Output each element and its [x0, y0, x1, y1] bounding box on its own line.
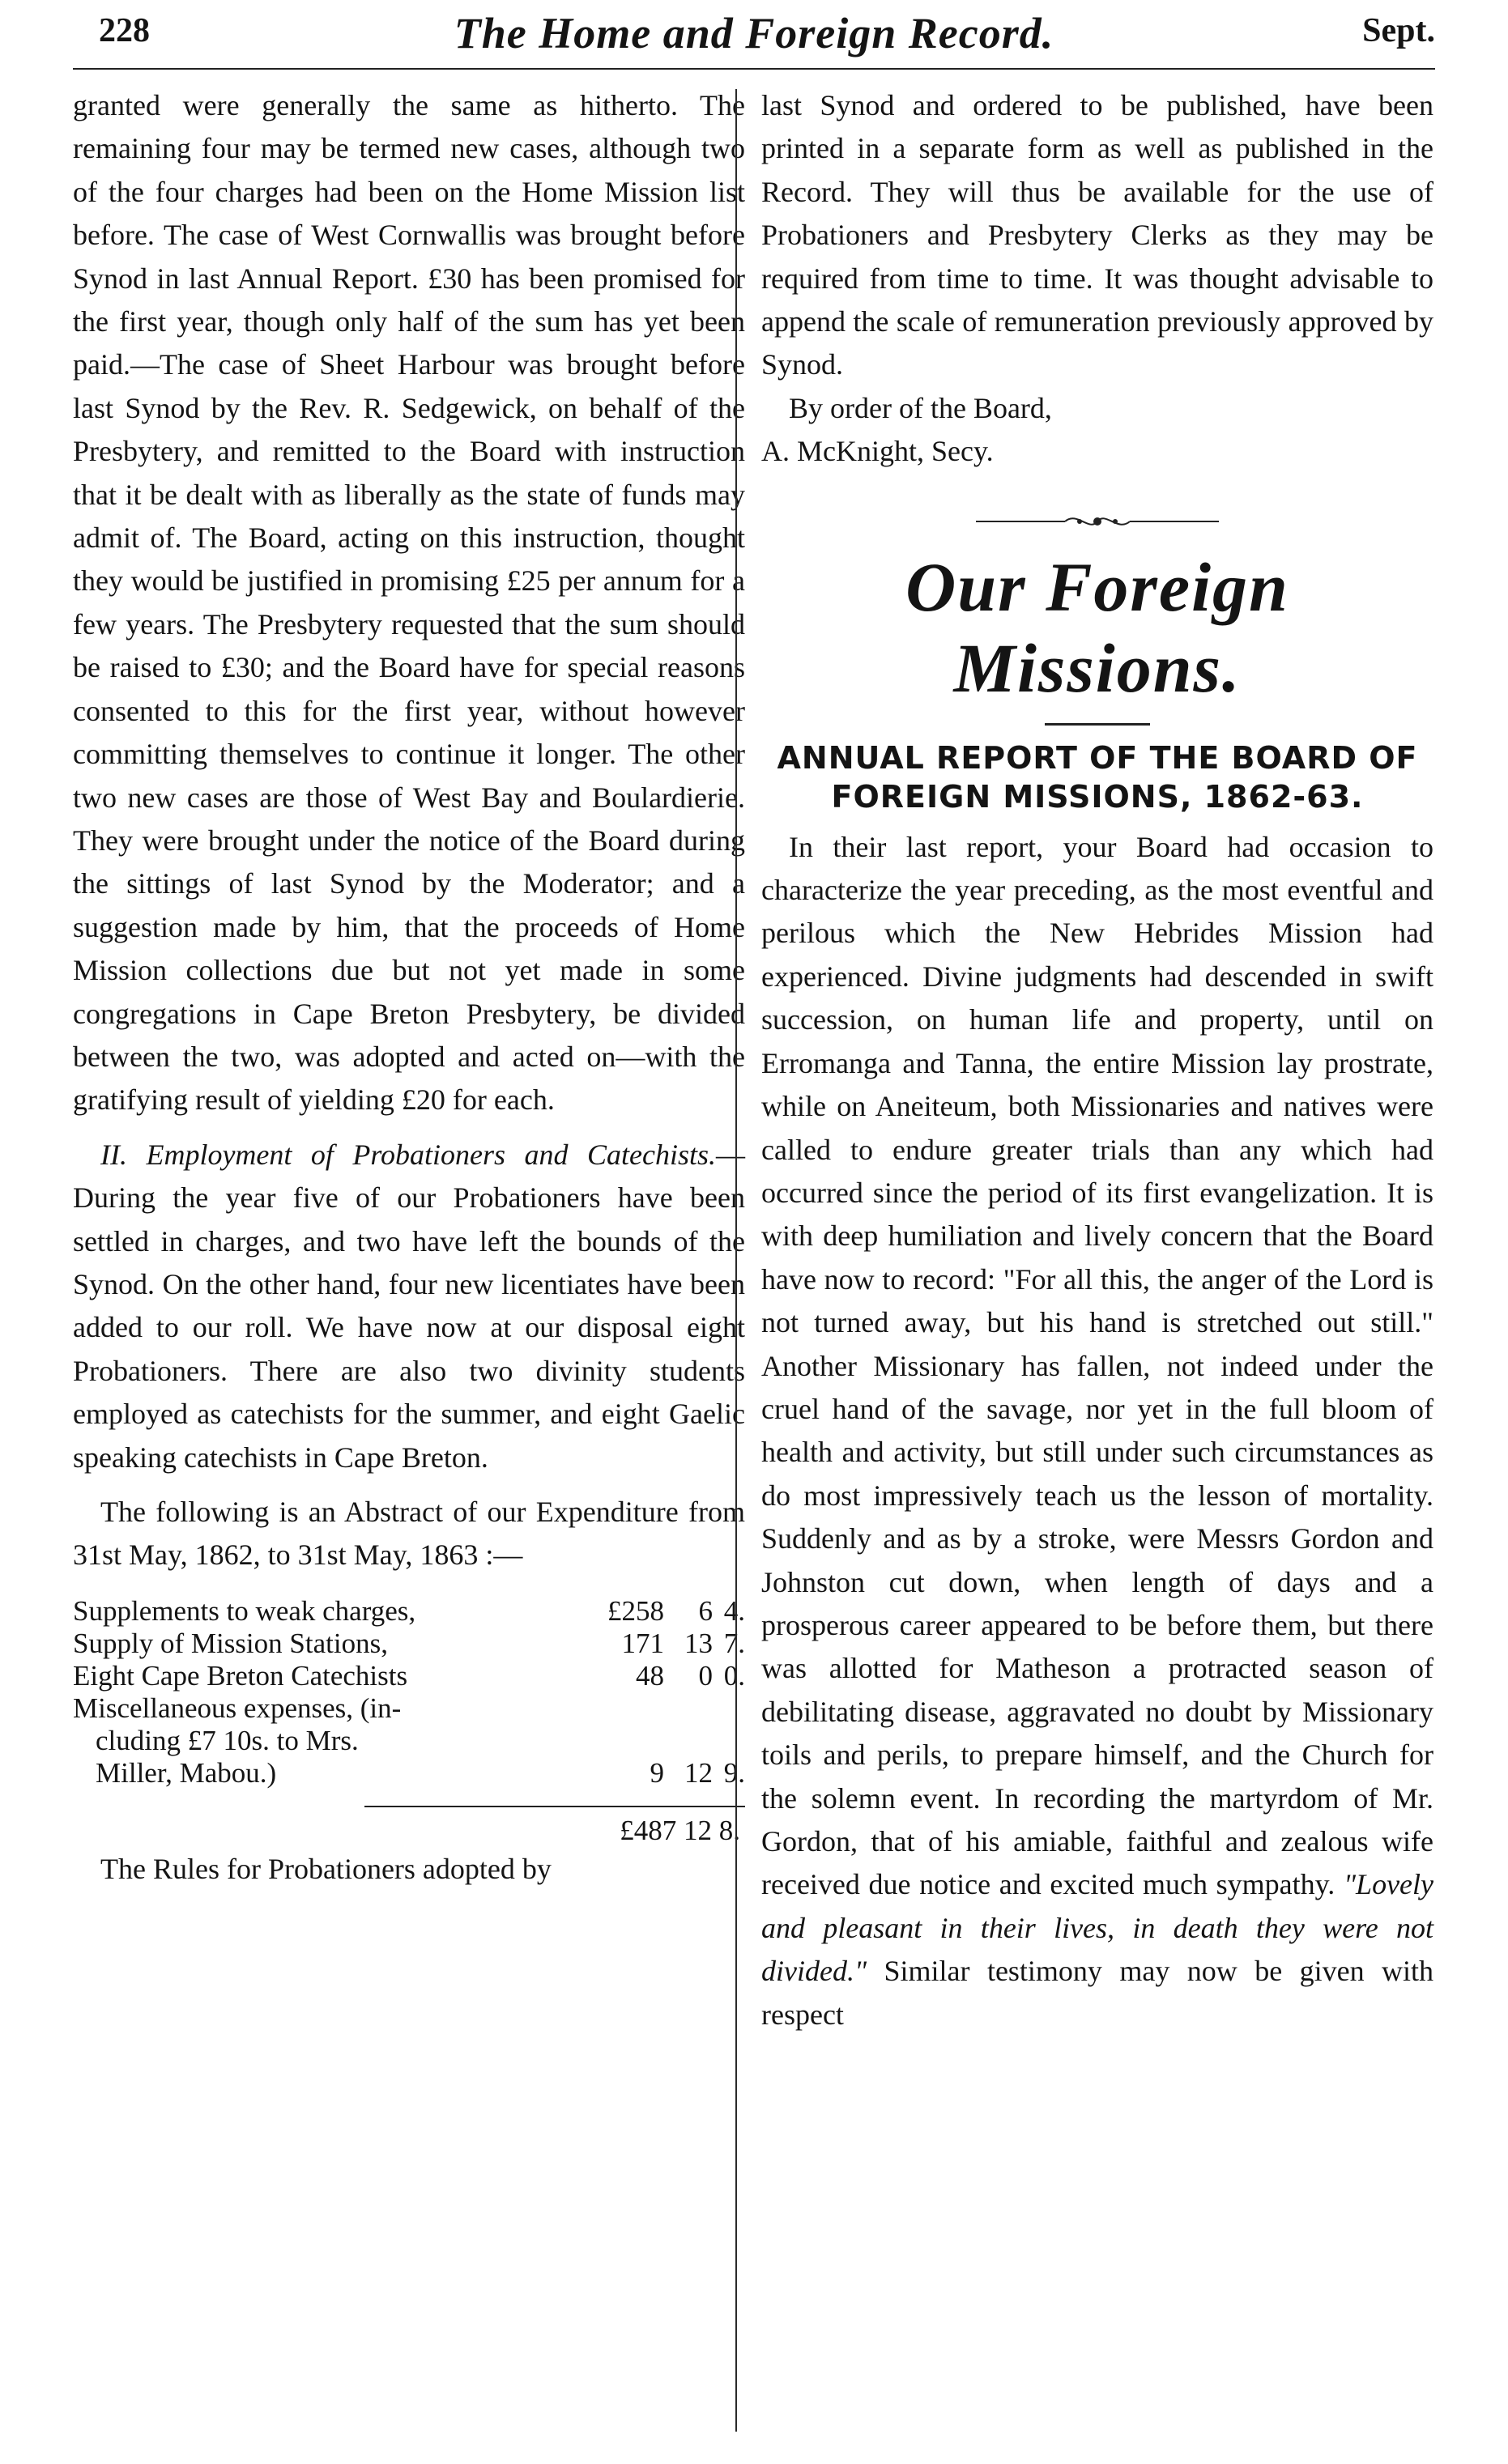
expense-shillings: 0 [698, 1659, 713, 1692]
table-row [73, 1692, 745, 1725]
expense-label: Miscellaneous expenses, (in- [73, 1692, 402, 1724]
expense-pounds [607, 1725, 664, 1757]
expense-label: Eight Cape Breton Catechists [73, 1659, 408, 1692]
table-row [73, 1595, 745, 1628]
signature-line: A. McKnight, Secy. [761, 435, 994, 468]
report-heading-line-1: ANNUAL REPORT OF THE BOARD OF [777, 739, 1418, 776]
expense-pence: 7. [723, 1627, 745, 1659]
expense-pence [713, 1692, 745, 1725]
quotation: "Lovely and pleasant in their lives, in death they were not divided." [761, 1868, 1434, 1988]
expense-pence: 9. [723, 1756, 745, 1789]
paragraph-rules-published: last Synod and ordered to be published, have been printed in a separate form as well as published in the Record. They will thus be available for the use of Probationers and Presbytery Clerks as they may be required from time to time. It was thought advisable to append the scale of remuneration previously approved by Synod. [761, 89, 1433, 381]
by-order-line: By order of the Board, [789, 391, 1052, 424]
report-heading [761, 738, 1433, 816]
section-rule [1045, 723, 1150, 726]
report-heading-line-2: FOREIGN MISSIONS, 1862-63. [831, 778, 1364, 815]
expense-shillings [664, 1725, 713, 1757]
expense-shillings: 6 [698, 1594, 713, 1627]
expense-pounds: £258 [607, 1594, 664, 1627]
paragraph-annual-report [761, 826, 1433, 2036]
expense-shillings [664, 1692, 713, 1725]
expense-pence: 0. [723, 1659, 745, 1692]
expense-label: Supply of Mission Stations, [73, 1627, 388, 1659]
expenditure-total: £487 12 8. [620, 1814, 740, 1846]
annual-report-body: In their last report, your Board had occasion to characterize the year preceding, as the most eventful and perilous which the New Hebrides Mission had experienced. Divine judgments had descended in swift succession, on human life and property, until on Erromanga and Tanna, the entire Mission lay prostrate, while on Aneiteum, both Missionaries and natives were called to endure greater trials than any which had occurred since the period of its first evangelization. It is with deep humiliation and lively concern that the Board have now to record: "For all this, the anger of the Lord is not turned away, but his hand is stretched out still." Another Missionary has fallen, not indeed under the cruel hand of the savage, nor yet in the full bloom of health and activity, but still under such circumstances as do most impressively teach us the lesson of mortality. Suddenly and as by a stroke, were Messrs Gordon and Johnston cut down, when length of days and a prosperous career appeared to be before them, but there was allotted for Matheson a protracted season of debilitating disease, aggravated no doubt by Missionary toils and perils, to prepare himself, and the Church for the solemn event. In recording the martyrdom of Mr. Gordon, that of his amiable, faithful and zealous wife received due notice and excited much sympathy. [761, 830, 1433, 1901]
section-heading-probationers: II. Employment of Probationers and Catechists. [100, 1138, 716, 1171]
paragraph-rules-for-probationers: The Rules for Probationers adopted by [100, 1852, 552, 1885]
page-number: 228 [99, 12, 150, 49]
issue-month: Sept. [1362, 12, 1435, 49]
paragraph-probationers-body: —During the year five of our Probationers have been settled in charges, and two have left the bounds of the Synod. On the other hand, four new licentiates have been added to our roll. We have now at our disposal eight Probationers. There are also two divinity students employed as catechists for the summer, and eight Gaelic speaking catechists in Cape Breton. [73, 1138, 745, 1474]
paragraph-home-mission-cases: granted were generally the same as hitherto. The remaining four may be termed new cases, although two of the four charges had been on the Home Mission list before. The case of West Cornwallis was brought before Synod in last Annual Report. £30 has been promised for the first year, though only half of the sum has yet been paid.—The case of Sheet Harbour was brought before last Synod by the Rev. R. Sedgewick, on behalf of the Presbytery, and remitted to the Board with instruction that it be dealt with as liberally as the state of funds may admit of. The Board, acting on this instruction, thought they would be justified in promising £25 per annum for a few years. The Presbytery requested that the sum should be raised to £30; and the Board have for special reasons consented to this for the first year, without however committing themselves to continue it longer. The other two new cases are those of West Bay and Boulardierie. They were brought under the notice of the Board during the sittings of last Synod by the Moderator; and a suggestion made by him, that the proceeds of Home Mission collections due but not yet made in some congregations in Cape Breton Presbytery, be divided between the two, was adopted and acted on—with the gratifying result of yielding £20 for each. [73, 89, 745, 1117]
expense-shillings: 13 [684, 1627, 713, 1659]
header-rule [73, 68, 1435, 70]
table-row [73, 1757, 745, 1789]
left-column [73, 84, 745, 1891]
expense-pence: 4. [723, 1594, 745, 1627]
masthead-title: The Home and Foreign Record. [454, 9, 1054, 57]
total-rule [364, 1806, 745, 1807]
table-row [73, 1660, 745, 1692]
expenditure-table [73, 1595, 745, 1789]
expense-label: Miller, Mabou.) [96, 1756, 277, 1789]
expense-label: cluding £7 10s. to Mrs. [96, 1724, 359, 1756]
expense-pounds: 171 [621, 1627, 664, 1659]
expense-pounds: 9 [650, 1756, 664, 1789]
table-row [73, 1628, 745, 1660]
expense-label: Supplements to weak charges, [73, 1594, 416, 1627]
expense-pounds [607, 1692, 664, 1725]
column-divider [735, 89, 737, 2432]
annual-report-end: Similar testimony may now be given with respect [761, 1955, 1434, 2031]
section-title-foreign-missions: Our Foreign Missions. [905, 547, 1289, 707]
expense-shillings: 12 [684, 1756, 713, 1789]
right-column [761, 84, 1433, 2036]
paragraph-probationers [73, 1134, 745, 1479]
ornament-divider-icon [976, 509, 1219, 534]
expense-pounds: 48 [636, 1659, 664, 1692]
expense-pence [713, 1725, 745, 1757]
page-header [73, 6, 1435, 55]
paragraph-expenditure-intro: The following is an Abstract of our Expenditure from 31st May, 1862, to 31st May, 1863 :— [73, 1496, 745, 1572]
table-row [73, 1725, 745, 1757]
